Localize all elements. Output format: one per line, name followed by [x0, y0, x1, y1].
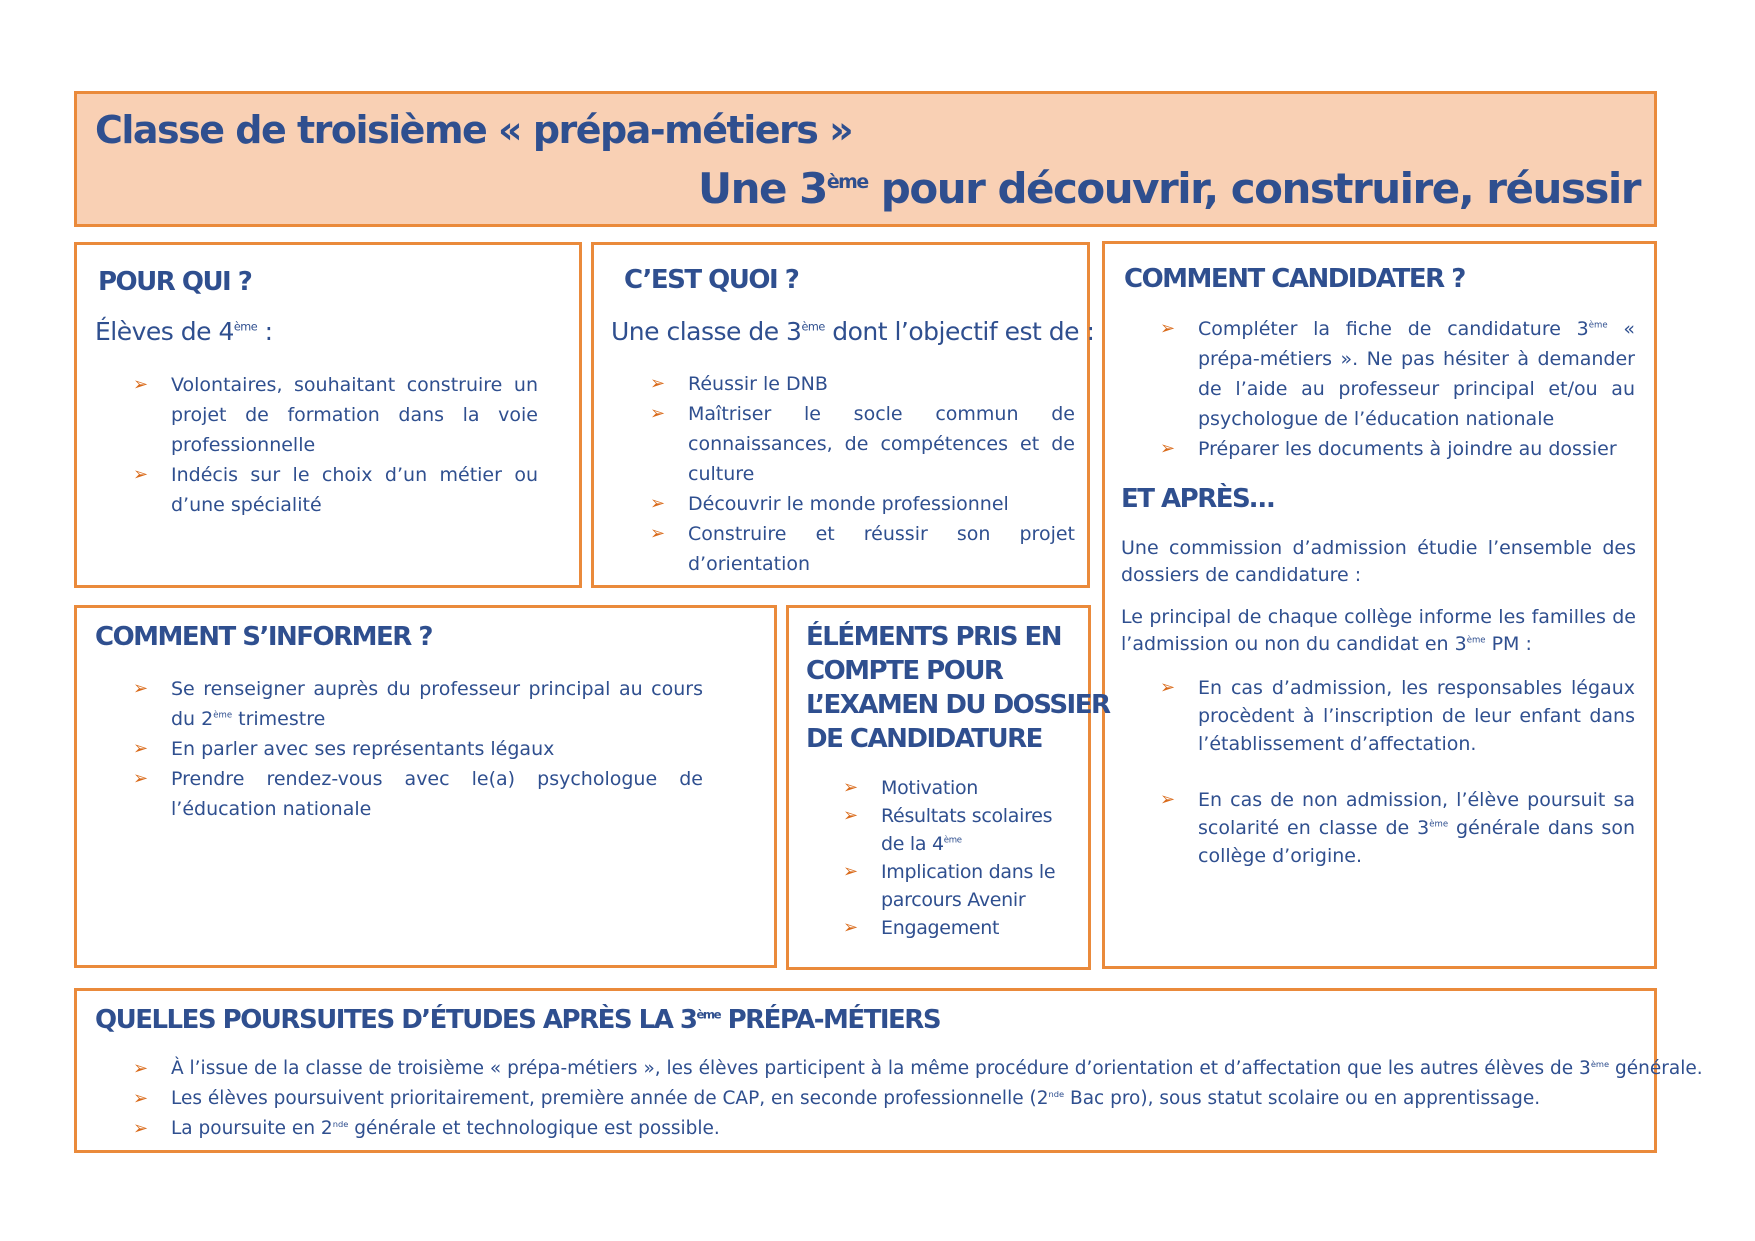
section-title: ÉLÉMENTS PRIS EN COMPTE POUR L’EXAMEN DU DOSSIER DE CANDIDATURE [806, 622, 1110, 754]
arrow-bullet-icon: ➢ [133, 738, 149, 759]
section-comment-sinformer [74, 605, 777, 968]
section-intro: Une classe de 3ème dont l’objectif est de : [611, 317, 1095, 346]
list-item: ➢ Compléter la fiche de candidature 3ème « prépa-métiers ». Ne pas hésiter à demander de l’aide au professeur principal et/ou au psychologue de l’éducation nationale [1160, 314, 1635, 434]
poursuites-list [133, 1054, 1703, 1144]
paragraph: Le principal de chaque collège informe les familles de l’admission ou non du candidat en 3ème PM : [1121, 606, 1636, 655]
arrow-bullet-icon: ➢ [650, 403, 666, 424]
list-item: ➢ Se renseigner auprès du professeur principal au cours du 2ème trimestre [133, 674, 703, 734]
section-title: C’EST QUOI ? [624, 265, 799, 295]
list-item: ➢ En cas de non admission, l’élève poursuit sa scolarité en classe de 3ème générale dans son collège d’origine. [1160, 786, 1635, 870]
section-comment-candidater [1102, 241, 1657, 969]
cest-quoi-list [650, 369, 1075, 579]
list-item: ➢ Maîtriser le socle commun de connaissances, de compétences et de culture [650, 399, 1075, 489]
pour-qui-list [133, 370, 538, 520]
arrow-bullet-icon: ➢ [133, 464, 149, 485]
list-item: ➢ Préparer les documents à joindre au dossier [1160, 434, 1635, 464]
page-title: Classe de troisième « prépa-métiers » [95, 108, 853, 152]
list-item: ➢ La poursuite en 2nde générale et technologique est possible. [133, 1114, 1633, 1144]
arrow-bullet-icon: ➢ [843, 917, 858, 938]
section-elements [786, 605, 1110, 970]
section-title: QUELLES POURSUITES D’ÉTUDES APRÈS LA 3ème PRÉPA-MÉTIERS [95, 1005, 941, 1035]
header-banner [74, 91, 1657, 227]
arrow-bullet-icon: ➢ [1160, 677, 1176, 698]
section-intro: Élèves de 4ème : [95, 317, 273, 346]
list-item: ➢ Construire et réussir son projet d’orientation [650, 519, 1075, 579]
list-item: ➢ Implication dans le parcours Avenir [843, 858, 1058, 914]
admission-list [1160, 674, 1635, 870]
et-apres-title: ET APRÈS… [1121, 484, 1274, 514]
arrow-bullet-icon: ➢ [650, 523, 666, 544]
list-item: ➢ Les élèves poursuivent prioritairement, première année de CAP, en seconde professionnelle (2nde Bac pro), sous statut scolaire ou en apprentissage. [133, 1084, 1633, 1114]
elements-list [843, 774, 1058, 942]
arrow-bullet-icon: ➢ [133, 1088, 149, 1109]
list-item: ➢ Volontaires, souhaitant construire un projet de formation dans la voie professionnelle [133, 370, 538, 460]
arrow-bullet-icon: ➢ [133, 1118, 149, 1139]
arrow-bullet-icon: ➢ [1160, 438, 1176, 459]
arrow-bullet-icon: ➢ [650, 373, 666, 394]
arrow-bullet-icon: ➢ [133, 768, 149, 789]
section-title: COMMENT S’INFORMER ? [95, 622, 432, 652]
list-item: ➢ Réussir le DNB [650, 369, 1075, 399]
arrow-bullet-icon: ➢ [650, 493, 666, 514]
arrow-bullet-icon: ➢ [843, 805, 858, 826]
list-item: ➢ En cas d’admission, les responsables légaux procèdent à l’inscription de leur enfant dans l’établissement d’affectation. [1160, 674, 1635, 758]
list-item: ➢ Résultats scolaires de la 4ème [843, 802, 1058, 858]
sinformer-list [133, 674, 703, 824]
list-item: ➢ Indécis sur le choix d’un métier ou d’une spécialité [133, 460, 538, 520]
paragraph: Une commission d’admission étudie l’ensemble des dossiers de candidature : [1121, 537, 1636, 586]
section-poursuites [74, 988, 1703, 1153]
section-pour-qui [74, 242, 582, 588]
list-item: ➢ Prendre rendez-vous avec le(a) psychologue de l’éducation nationale [133, 764, 703, 824]
section-title: POUR QUI ? [98, 267, 252, 297]
arrow-bullet-icon: ➢ [1160, 318, 1176, 339]
candidater-list [1160, 314, 1635, 464]
arrow-bullet-icon: ➢ [133, 1058, 149, 1079]
list-item: ➢ Découvrir le monde professionnel [650, 489, 1075, 519]
arrow-bullet-icon: ➢ [133, 678, 149, 699]
arrow-bullet-icon: ➢ [843, 861, 858, 882]
list-item: ➢ En parler avec ses représentants légaux [133, 734, 703, 764]
section-cest-quoi [591, 242, 1095, 588]
arrow-bullet-icon: ➢ [843, 777, 858, 798]
section-title: COMMENT CANDIDATER ? [1124, 264, 1465, 294]
arrow-bullet-icon: ➢ [133, 374, 149, 395]
list-item: ➢ Engagement [843, 914, 1058, 942]
list-item: ➢ À l’issue de la classe de troisième « prépa-métiers », les élèves participent à la même procédure d’orientation et d’affectation que les autres élèves de 3ème générale. [133, 1054, 1633, 1084]
page-subtitle: Une 3ème pour découvrir, construire, réussir [698, 164, 1640, 213]
list-item: ➢ Motivation [843, 774, 1058, 802]
arrow-bullet-icon: ➢ [1160, 789, 1176, 810]
